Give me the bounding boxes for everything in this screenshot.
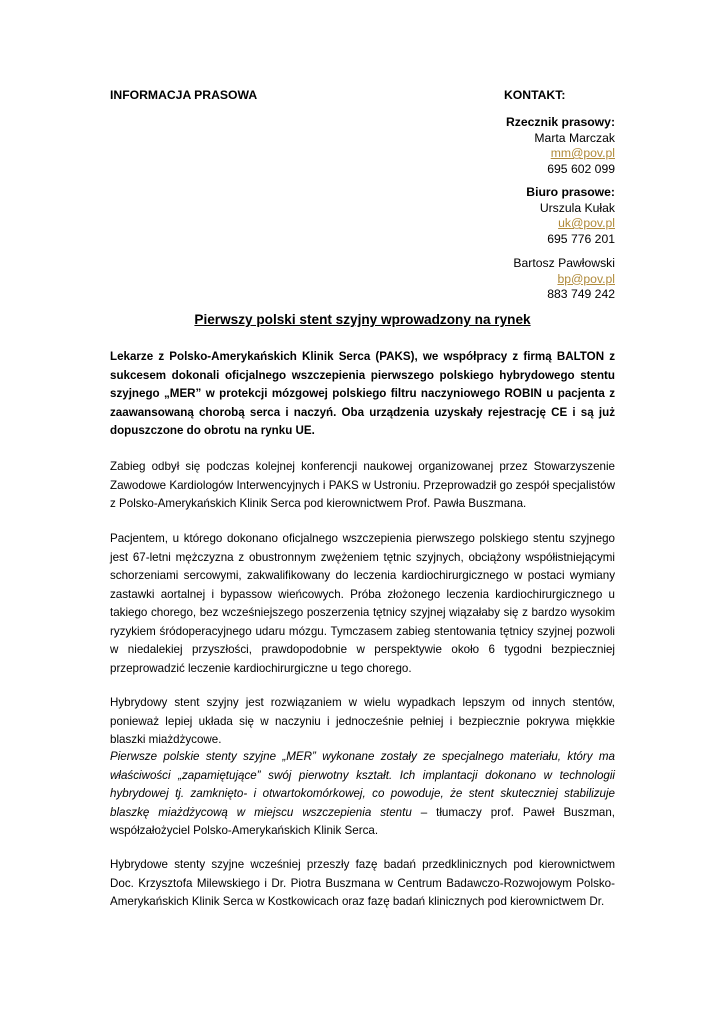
contact-second-press-officer (513, 256, 615, 303)
contact-phone: 695 776 201 (547, 231, 615, 246)
contact-press-office (526, 185, 615, 247)
contact-role: Rzecznik prasowy: (505, 115, 615, 129)
article-paragraph-2: Pacjentem, u którego dokonano oficjalnego wszczepienia pierwszego polskiego stentu szyjnego jest 67-letni mężczyzna z obustronnym zwężeniem tętnic szyjnych, obciążony współistniejącymi schorzeniami sercowymi, zakwalifikowany do leczenia kardiochirurgicznego w postaci wymiany zastawki aortalnej i bypassow wieńcowych. Próba złożonego leczenia kardiochirurgicznego u takiego chorego, bez wcześniejszego poszerzenia tętnicy szyjnej wiązałaby się z bardzo wysokim ryzykiem śródoperacyjnego udaru mózgu. Tymczasem zabieg stentowania tętnicy szyjnej pozwoli w niedalekiej przyszłości, prawdopodobnie w perspektywie około 6 tygodni bezpieczniej przeprowadzić leczenie kardiochirurgiczne u tego chorego. (110, 532, 615, 675)
article-quote: Pierwsze polskie stenty szyjne „MER” wykonane zostały ze specjalnego materiału, który ma właściwości „zapamiętujące” swój pierwotny kształt. Ich implantacji dokonano w technologii hybrydowej tj. zamknięto- i otwartokomórkowej, co powoduje, że stent skuteczniej stabilizuje blaszkę miażdżycową w miejscu wszczepienia stentu (110, 750, 615, 819)
press-info-heading: INFORMACJA PRASOWA (110, 88, 258, 102)
article-lead: Lekarze z Polsko-Amerykańskich Klinik Serca (PAKS), we współpracy z firmą BALTON z sukcesem dokonali oficjalnego wszczepienia pierwszego polskiego hybrydowego stentu szyjnego „MER” w protekcji mózgowej polskiego filtru naczyniowego ROBIN u pacjenta z zaawansowaną chorobą serca i naczyń. Oba urządzenia uzyskały rejestrację CE i są już dopuszczone do obrotu na rynku UE. (110, 350, 615, 437)
article-quote-paragraph (110, 748, 615, 841)
quote-attribution: – tłumaczy prof. Paweł Buszman, współzałożyciel Polsko-Amerykańskich Klinik Serca. (110, 805, 615, 837)
contact-name: Urszula Kułak (539, 200, 615, 215)
contact-phone: 695 602 099 (547, 161, 615, 176)
contact-role: Biuro prasowe: (526, 185, 615, 199)
article-paragraph-5: Hybrydowe stenty szyjne wcześniej przeszły fazę badań przedklinicznych pod kierownictwem Doc. Krzysztofa Milewskiego i Dr. Piotra Buszmana w Centrum Badawczo-Rozwojowym Polsko-Amerykańskich Klinik Serca w Kostkowicach oraz fazę badań klinicznych pod kierownictwem Dr. (110, 858, 615, 908)
contact-email-link[interactable]: bp@pov.pl (557, 271, 615, 286)
contact-name: Bartosz Pawłowski (513, 256, 615, 270)
article-title: Pierwszy polski stent szyjny wprowadzony na rynek (194, 312, 531, 327)
contact-spokesperson (506, 115, 615, 177)
contact-heading: KONTAKT: (504, 88, 566, 102)
article-paragraph-1: Zabieg odbył się podczas kolejnej konferencji naukowej organizowanej przez Stowarzyszenie Zawodowe Kardiologów Interwencyjnych i PAKS w Ustroniu. Przeprowadził go zespół specjalistów z Polsko-Amerykańskich Klinik Serca pod kierownictwem Prof. Pawła Buszmana. (110, 460, 615, 510)
contact-phone: 883 749 242 (547, 287, 615, 301)
article-paragraph-3: Hybrydowy stent szyjny jest rozwiązaniem w wielu wypadkach lepszym od innych stentów, ponieważ lepiej układa się w naczyniu i jednocześnie pełniej i bezpiecznie pokrywa miękkie blaszki miażdżycowe. (110, 696, 615, 746)
contact-email-link[interactable]: mm@pov.pl (550, 146, 615, 160)
contact-email-link[interactable]: uk@pov.pl (558, 216, 615, 230)
contact-name: Marta Marczak (534, 130, 615, 145)
